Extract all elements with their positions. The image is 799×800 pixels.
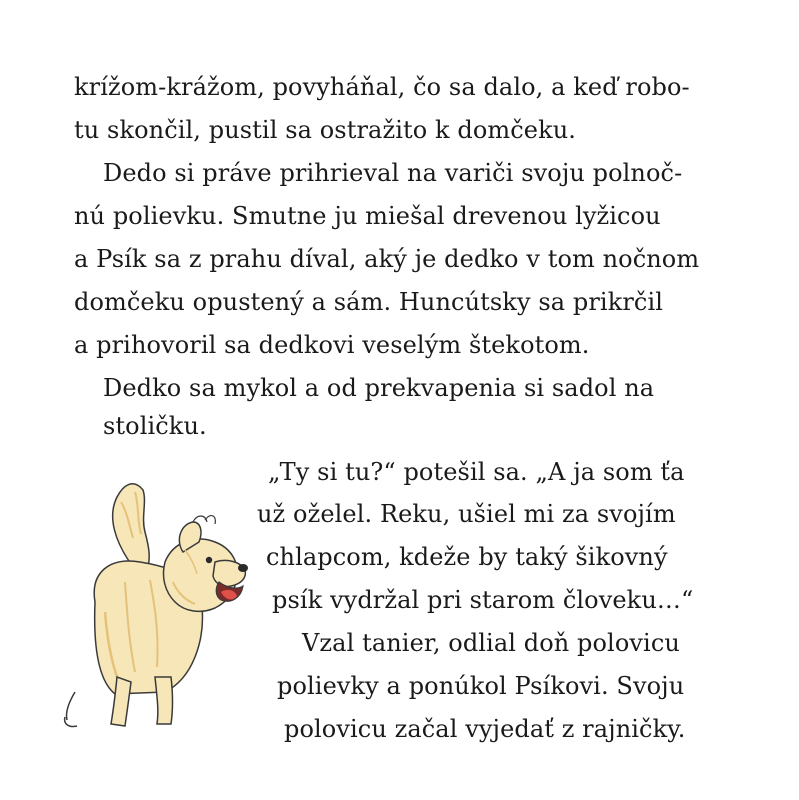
text-line-9: stoličku. [103, 412, 207, 440]
text-line-15: polievky a ponúkol Psíkovi. Svoju [277, 672, 685, 700]
text-line-12: chlapcom, kdeže by taký šikovný [266, 543, 668, 571]
text-line-2: tu skončil, pustil sa ostražito k domčeku. [74, 116, 577, 144]
text-line-8: Dedko sa mykol a od prekvapenia si sadol na [103, 374, 655, 402]
text-line-4: nú polievku. Smutne ju miešal drevenou lyžicou [74, 202, 661, 230]
text-line-16: polovicu začal vyjedať z rajničky. [284, 715, 686, 743]
text-line-14: Vzal tanier, odlial doň polovicu [302, 629, 680, 657]
dog-nose [238, 564, 248, 572]
dog-leg-front-right [155, 677, 173, 724]
text-line-6: domčeku opustený a sám. Huncútsky sa prikrčil [74, 288, 664, 316]
dog-snout [213, 560, 245, 586]
text-line-11: už oželel. Reku, ušiel mi za svojím [257, 500, 676, 528]
text-line-3: Dedo si práve prihrieval na variči svoju polnoč- [103, 159, 683, 187]
text-line-13: psík vydržal pri starom človeku…“ [272, 586, 694, 614]
text-line-10: „Ty si tu?“ potešil sa. „A ja som ťa [268, 458, 685, 486]
text-line-1: krížom-krážom, povyháňal, čo sa dalo, a keď robo- [74, 73, 690, 101]
dog-eye [206, 557, 212, 563]
dog-illustration-icon [55, 462, 255, 732]
text-line-5: a Psík sa z prahu díval, aký je dedko v tom nočnom [74, 245, 700, 273]
text-line-7: a prihovoril sa dedkovi veselým štekotom. [74, 331, 590, 359]
